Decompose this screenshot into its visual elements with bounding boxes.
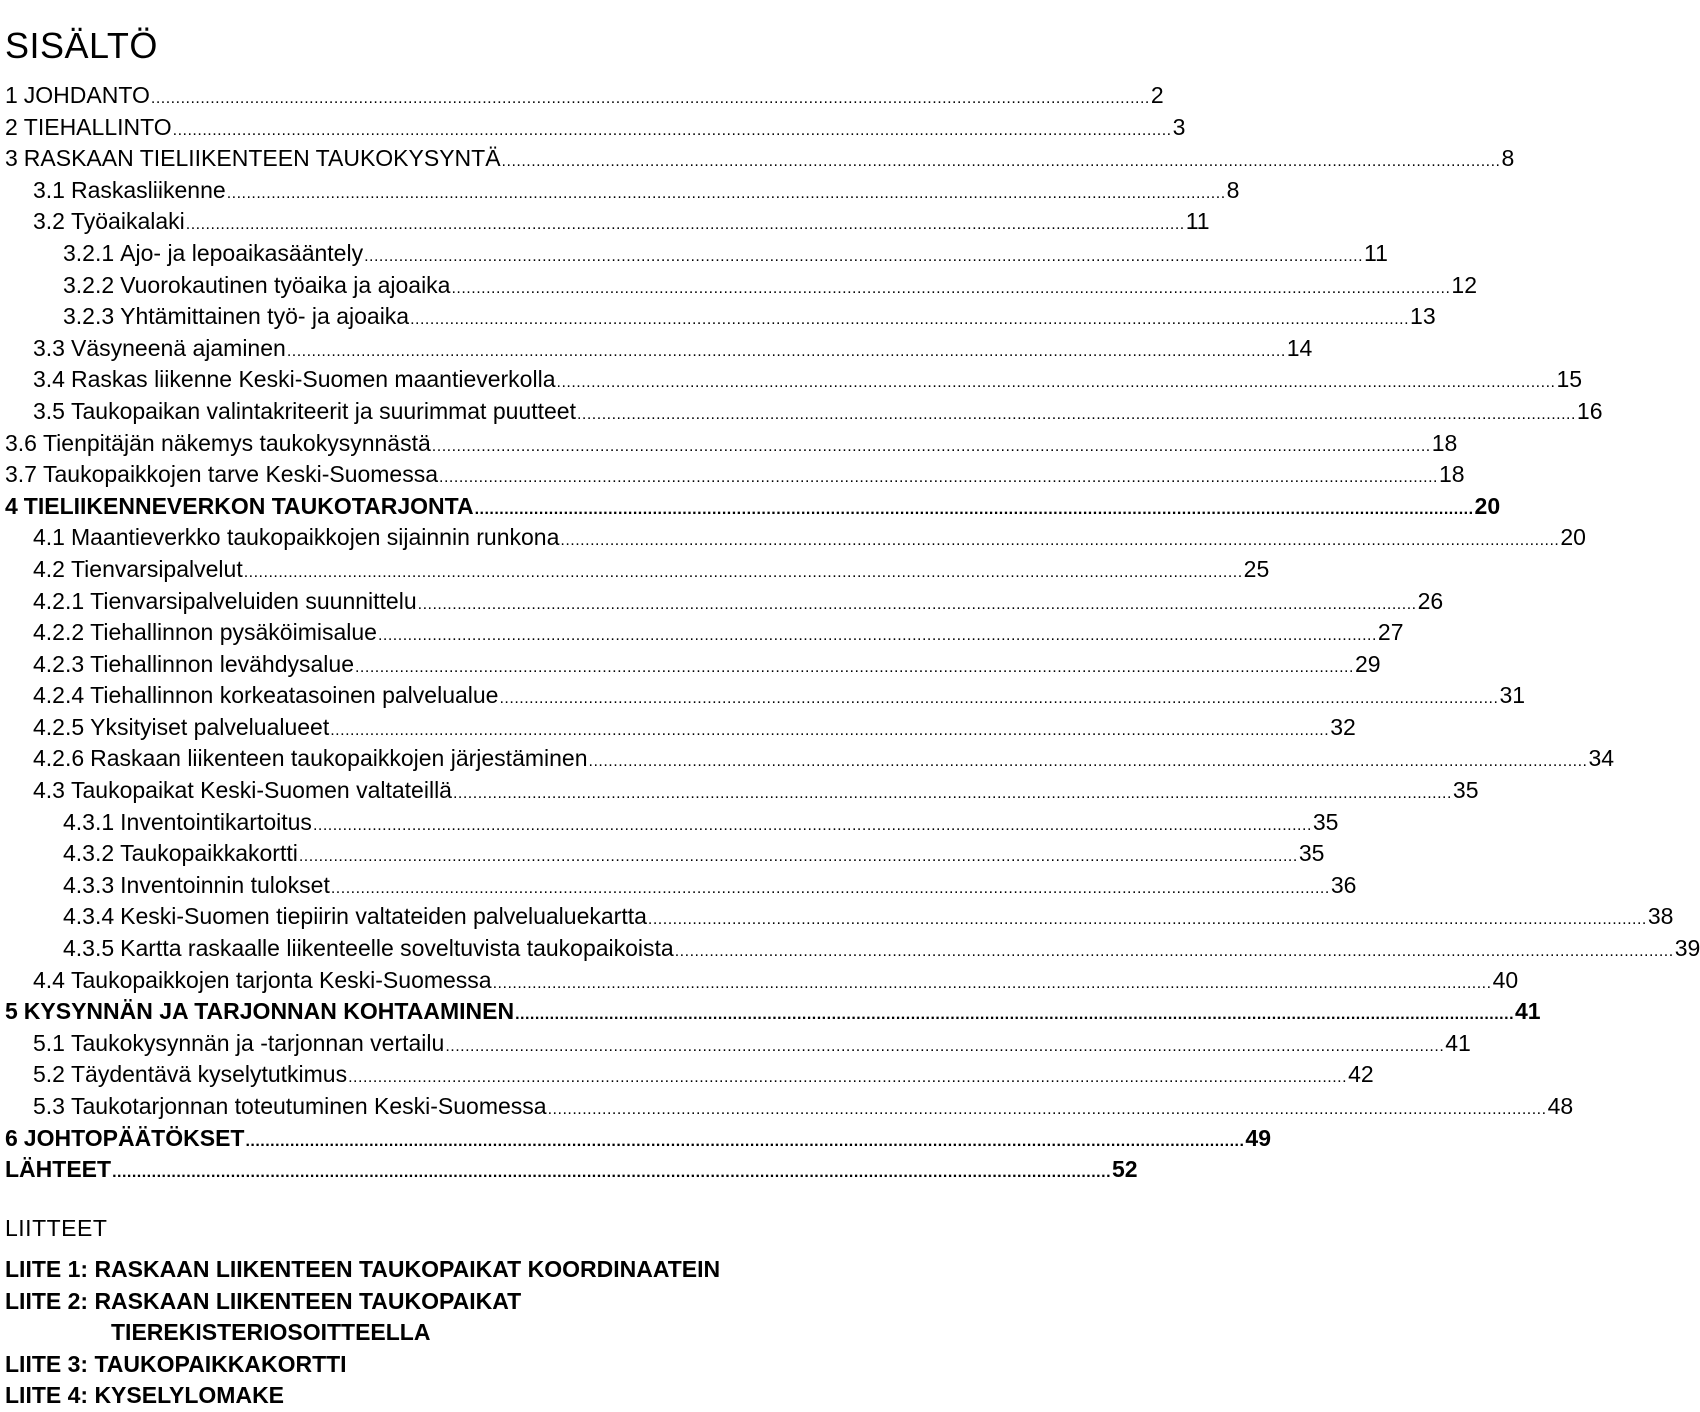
toc-entry-title: RASKAAN TIELIIKENTEEN TAUKOKYSYNTÄ (23, 145, 501, 172)
appendix-item[interactable] (5, 1254, 945, 1286)
toc-entry[interactable] (5, 364, 1583, 396)
toc-entry-page-number: 26 (1417, 587, 1444, 614)
dot-leader: .......................................................................................................................................................................................................... (354, 658, 1354, 676)
toc-entry-page-number: 31 (1499, 682, 1526, 709)
toc-entry-page-number: 40 (1492, 966, 1519, 993)
toc-entry[interactable] (5, 586, 1444, 618)
toc-entry[interactable] (5, 112, 1186, 144)
toc-entry-page-number: 11 (1364, 239, 1388, 266)
toc-entry-number: 3.3 (33, 334, 65, 361)
toc-entry-number: 3.7 (5, 461, 37, 488)
toc-entry-title: Täydentävä kyselytutkimus (70, 1061, 348, 1088)
toc-entry-number: 3.2.2 (63, 271, 115, 298)
toc-entry[interactable] (5, 1154, 1138, 1186)
toc-entry[interactable] (5, 965, 1519, 997)
appendix-item[interactable] (5, 1380, 945, 1412)
dot-leader: .......................................................................................................................................................................................................... (417, 595, 1417, 613)
toc-entry-page-number: 20 (1474, 492, 1501, 519)
dot-leader: .......................................................................................................................................................................................................... (286, 342, 1286, 360)
toc-entry[interactable] (5, 838, 1325, 870)
toc-entry-number: 5.1 (33, 1029, 65, 1056)
toc-entry-title: Taukopaikkojen tarjonta Keski-Suomessa (70, 966, 492, 993)
toc-entry-page-number: 18 (1431, 429, 1458, 456)
dot-leader: .......................................................................................................................................................................................................... (647, 911, 1647, 929)
toc-entry-title: Tiehallinnon levähdysalue (90, 650, 354, 677)
toc-entry[interactable] (5, 80, 1164, 112)
dot-leader: .......................................................................................................................................................................................................... (243, 563, 1243, 581)
toc-entry-page-number: 32 (1330, 713, 1356, 740)
toc-entry[interactable] (5, 143, 1515, 175)
toc-entry-title: Raskas liikenne Keski-Suomen maantieverkolla (70, 366, 556, 393)
toc-entry[interactable] (5, 807, 1339, 839)
dot-leader: .......................................................................................................................................................................................................... (172, 121, 1172, 139)
dot-leader: .......................................................................................................................................................................................................... (492, 974, 1492, 992)
dot-leader: .......................................................................................................................................................................................................... (150, 90, 1150, 107)
toc-entry-number: 3.2.1 (63, 239, 115, 266)
toc-entry[interactable] (5, 649, 1381, 681)
toc-entry-number: 4.3.2 (63, 840, 115, 867)
toc-entry-number: 5.2 (33, 1061, 65, 1088)
toc-entry-title: Taukotarjonnan toteutuminen Keski-Suomessa (70, 1093, 547, 1119)
toc-entry-page-number: 16 (1576, 397, 1603, 424)
toc-entry-title: LÄHTEET (5, 1156, 112, 1183)
dot-leader: .......................................................................................................................................................................................................... (348, 1069, 1348, 1087)
toc-entry-page-number: 14 (1286, 334, 1313, 361)
toc-entry[interactable] (5, 333, 1313, 365)
toc-entry-title: Taukopaikkojen tarve Keski-Suomessa (42, 461, 439, 488)
toc-entry-page-number: 48 (1547, 1093, 1574, 1119)
toc-entry-number: 3.4 (33, 366, 65, 393)
dot-leader: .......................................................................................................................................................................................................... (474, 500, 1474, 518)
toc-entry-title: Tiehallinnon pysäköimisalue (90, 619, 377, 646)
toc-entry[interactable] (5, 522, 1586, 554)
toc-entry-title: Yksityiset palvelualueet (90, 713, 330, 740)
toc-entry-number: 4.1 (33, 524, 65, 551)
dot-leader: .......................................................................................................................................................................................................... (560, 532, 1560, 550)
toc-entry-number: 3.1 (33, 176, 65, 203)
page-title: SISÄLTÖ (5, 25, 158, 67)
toc-entry-title: JOHTOPÄÄTÖKSET (23, 1124, 245, 1151)
appendix-list (5, 1254, 945, 1412)
toc-entry[interactable] (5, 1028, 1471, 1060)
dot-leader: .......................................................................................................................................................................................................... (445, 1037, 1445, 1055)
toc-entry[interactable] (5, 1059, 1374, 1091)
toc-entry[interactable] (5, 1123, 1271, 1155)
toc-entry[interactable] (5, 238, 1388, 270)
toc-entry-number: 3.6 (5, 429, 37, 456)
toc-entry-number: 4 (5, 492, 18, 519)
toc-entry-number: 4.3.3 (63, 871, 115, 898)
toc-entry-number: 5 (5, 998, 18, 1025)
toc-entry-page-number: 20 (1560, 524, 1586, 551)
toc-entry[interactable] (5, 270, 1478, 302)
toc-entry-page-number: 34 (1588, 745, 1615, 772)
dot-leader: .......................................................................................................................................................................................................... (588, 753, 1588, 771)
dot-leader: .......................................................................................................................................................................................................... (226, 184, 1226, 202)
toc-entry-title: Taukopaikkakortti (120, 840, 298, 867)
dot-leader: .......................................................................................................................................................................................................... (330, 879, 1330, 897)
toc-entry-title: Raskasliikenne (70, 176, 226, 203)
toc-entry[interactable] (5, 175, 1240, 207)
toc-entry-page-number: 36 (1330, 871, 1357, 898)
toc-entry-title: Tienvarsipalveluiden suunnittelu (90, 587, 417, 614)
toc-entry-title: Tiehallinnon korkeatasoinen palvelualue (90, 682, 499, 709)
dot-leader: .......................................................................................................................................................................................................... (298, 848, 1298, 866)
toc-entry[interactable] (5, 743, 1615, 775)
toc-entry-number: 4.3.4 (63, 903, 115, 930)
toc-entry-page-number: 18 (1438, 461, 1465, 488)
toc-entry-number: 2 (5, 113, 18, 140)
toc-entry-title: Työaikalaki (70, 208, 185, 235)
toc-entry[interactable] (5, 996, 1541, 1028)
toc-entry-number: 3.2 (33, 208, 65, 235)
toc-entry-page-number: 35 (1298, 840, 1325, 867)
dot-leader: .......................................................................................................................................................................................................... (674, 943, 1674, 961)
toc-entry-number: 4.3.5 (63, 935, 115, 962)
toc-entry[interactable] (5, 396, 1603, 428)
dot-leader: .......................................................................................................................................................................................................... (364, 247, 1364, 265)
toc-entry[interactable] (5, 712, 1356, 744)
toc-entry-number: 4.2.4 (33, 682, 85, 709)
toc-entry-title: Inventointikartoitus (120, 808, 312, 835)
toc-entry-number: 4.2.2 (33, 619, 85, 646)
toc-entry[interactable] (5, 206, 1210, 238)
dot-leader: .......................................................................................................................................................................................................... (112, 1164, 1112, 1182)
dot-leader: .......................................................................................................................................................................................................... (547, 1101, 1547, 1118)
toc-entry-page-number: 29 (1354, 650, 1381, 677)
toc-entry[interactable] (5, 491, 1501, 523)
dot-leader: .......................................................................................................................................................................................................... (452, 785, 1452, 803)
toc-entry-page-number: 41 (1445, 1029, 1471, 1056)
dot-leader: .......................................................................................................................................................................................................... (439, 469, 1438, 487)
toc-entry-number: 4.2.5 (33, 713, 85, 740)
appendix-heading: LIITTEET (5, 1215, 108, 1241)
dot-leader: .......................................................................................................................................................................................................... (410, 311, 1410, 329)
toc-entry[interactable] (5, 428, 1458, 460)
dot-leader: .......................................................................................................................................................................................................... (245, 1132, 1245, 1150)
toc-entry-page-number: 49 (1245, 1124, 1271, 1151)
toc-entry-page-number: 13 (1410, 303, 1436, 330)
toc-entry-number: 4.2.3 (33, 650, 85, 677)
appendix-item[interactable] (5, 1349, 945, 1381)
toc-entry-number: 4.4 (33, 966, 65, 993)
toc-entry-title: Tienpitäjän näkemys taukokysynnästä (42, 429, 431, 456)
appendix-item[interactable] (5, 1286, 945, 1349)
toc-entry-title: Raskaan liikenteen taukopaikkojen järjestäminen (90, 745, 588, 772)
toc-entry-number: 3.2.3 (63, 303, 115, 330)
toc-entry-page-number: 39 (1674, 935, 1700, 962)
toc-entry-title: Yhtämittainen työ- ja ajoaika (120, 303, 410, 330)
toc-entry-page-number: 25 (1243, 555, 1270, 582)
toc-entry-page-number: 41 (1515, 998, 1541, 1025)
toc-entry[interactable] (5, 617, 1404, 649)
dot-leader: .......................................................................................................................................................................................................... (501, 153, 1501, 171)
toc-entry-number: 5.3 (33, 1093, 65, 1119)
appendix-item-label: LIITE 1: RASKAAN LIIKENTEEN TAUKOPAIKAT KOORDINAATEIN (5, 1256, 721, 1282)
toc-entry-title: TIEHALLINTO (23, 113, 172, 140)
toc-entry-number: 4.3.1 (63, 808, 115, 835)
toc-entry-number: 3.5 (33, 397, 65, 424)
toc-entry-title: Vuorokautinen työaika ja ajoaika (120, 271, 451, 298)
toc-entry-title: Kartta raskaalle liikenteelle soveltuvista taukopaikoista (120, 935, 674, 962)
toc-entry-page-number: 42 (1348, 1061, 1374, 1088)
toc-entry[interactable] (5, 680, 1526, 712)
toc-entry-title: Maantieverkko taukopaikkojen sijainnin runkona (70, 524, 560, 551)
toc-entry[interactable] (5, 459, 1465, 491)
toc-entry-title: Taukopaikan valintakriteerit ja suurimmat puutteet (70, 397, 576, 424)
toc-entry-page-number: 38 (1647, 903, 1674, 930)
toc-entry-title: Väsyneenä ajaminen (70, 334, 286, 361)
toc-entry-number: 6 (5, 1124, 18, 1151)
toc-entry[interactable] (5, 933, 1700, 965)
toc-entry-title: TIELIIKENNEVERKON TAUKOTARJONTA (23, 492, 474, 519)
toc-entry-page-number: 11 (1185, 208, 1210, 235)
toc-entry-number: 4.2 (33, 555, 65, 582)
toc-entry[interactable] (5, 554, 1270, 586)
dot-leader: .......................................................................................................................................................................................................... (431, 437, 1431, 455)
toc-entry-page-number: 2 (1150, 82, 1164, 108)
toc-entry-number: 4.2.1 (33, 587, 85, 614)
appendix-item-continuation: TIEREKISTERIOSOITTEELLA (111, 1319, 431, 1346)
toc-entry[interactable] (5, 775, 1479, 807)
appendix-item-label: LIITE 3: TAUKOPAIKKAKORTTI (5, 1350, 347, 1377)
toc-entry-title: Tienvarsipalvelut (70, 555, 243, 582)
toc-entry-title: Taukokysynnän ja -tarjonnan vertailu (70, 1029, 445, 1056)
toc-entry-number: 3 (5, 145, 18, 172)
toc-entry-page-number: 35 (1312, 808, 1339, 835)
toc-entry-page-number: 12 (1451, 271, 1478, 298)
table-of-contents (5, 80, 1700, 1186)
toc-entry-number: 1 (5, 82, 18, 108)
toc-entry-page-number: 27 (1377, 619, 1404, 646)
toc-entry-page-number: 52 (1112, 1156, 1138, 1183)
toc-entry-title: KYSYNNÄN JA TARJONNAN KOHTAAMINEN (23, 998, 515, 1025)
toc-entry-title: Taukopaikat Keski-Suomen valtateillä (70, 777, 452, 804)
dot-leader: .......................................................................................................................................................................................................... (312, 816, 1312, 834)
toc-entry-page-number: 8 (1226, 176, 1240, 203)
dot-leader: .......................................................................................................................................................................................................... (576, 405, 1576, 423)
dot-leader: .......................................................................................................................................................................................................... (515, 1006, 1515, 1024)
toc-entry[interactable] (5, 870, 1357, 902)
toc-entry-page-number: 3 (1172, 113, 1186, 140)
dot-leader: .......................................................................................................................................................................................................... (330, 721, 1330, 739)
toc-entry[interactable] (5, 301, 1436, 333)
toc-entry-number: 4.3 (33, 777, 65, 804)
toc-entry[interactable] (5, 901, 1674, 933)
toc-entry-page-number: 35 (1452, 777, 1479, 804)
toc-entry-title: Ajo- ja lepoaikasääntely (120, 239, 364, 266)
dot-leader: .......................................................................................................................................................................................................... (499, 690, 1499, 708)
dot-leader: .......................................................................................................................................................................................................... (377, 627, 1377, 645)
toc-entry-title: JOHDANTO (23, 82, 150, 108)
toc-entry-number: 4.2.6 (33, 745, 85, 772)
dot-leader: .......................................................................................................................................................................................................... (185, 216, 1185, 234)
toc-entry[interactable] (5, 1091, 1574, 1123)
dot-leader: .......................................................................................................................................................................................................... (451, 279, 1451, 297)
appendix-item-label: LIITE 2: RASKAAN LIIKENTEEN TAUKOPAIKAT (5, 1287, 522, 1314)
toc-entry-title: Inventoinnin tulokset (120, 871, 330, 898)
toc-entry-title: Keski-Suomen tiepiirin valtateiden palvelualuekartta (120, 903, 647, 930)
toc-entry-page-number: 15 (1556, 366, 1583, 393)
toc-entry-page-number: 8 (1501, 145, 1515, 172)
dot-leader: .......................................................................................................................................................................................................... (556, 374, 1556, 392)
appendix-item-label: LIITE 4: KYSELYLOMAKE (5, 1382, 285, 1409)
